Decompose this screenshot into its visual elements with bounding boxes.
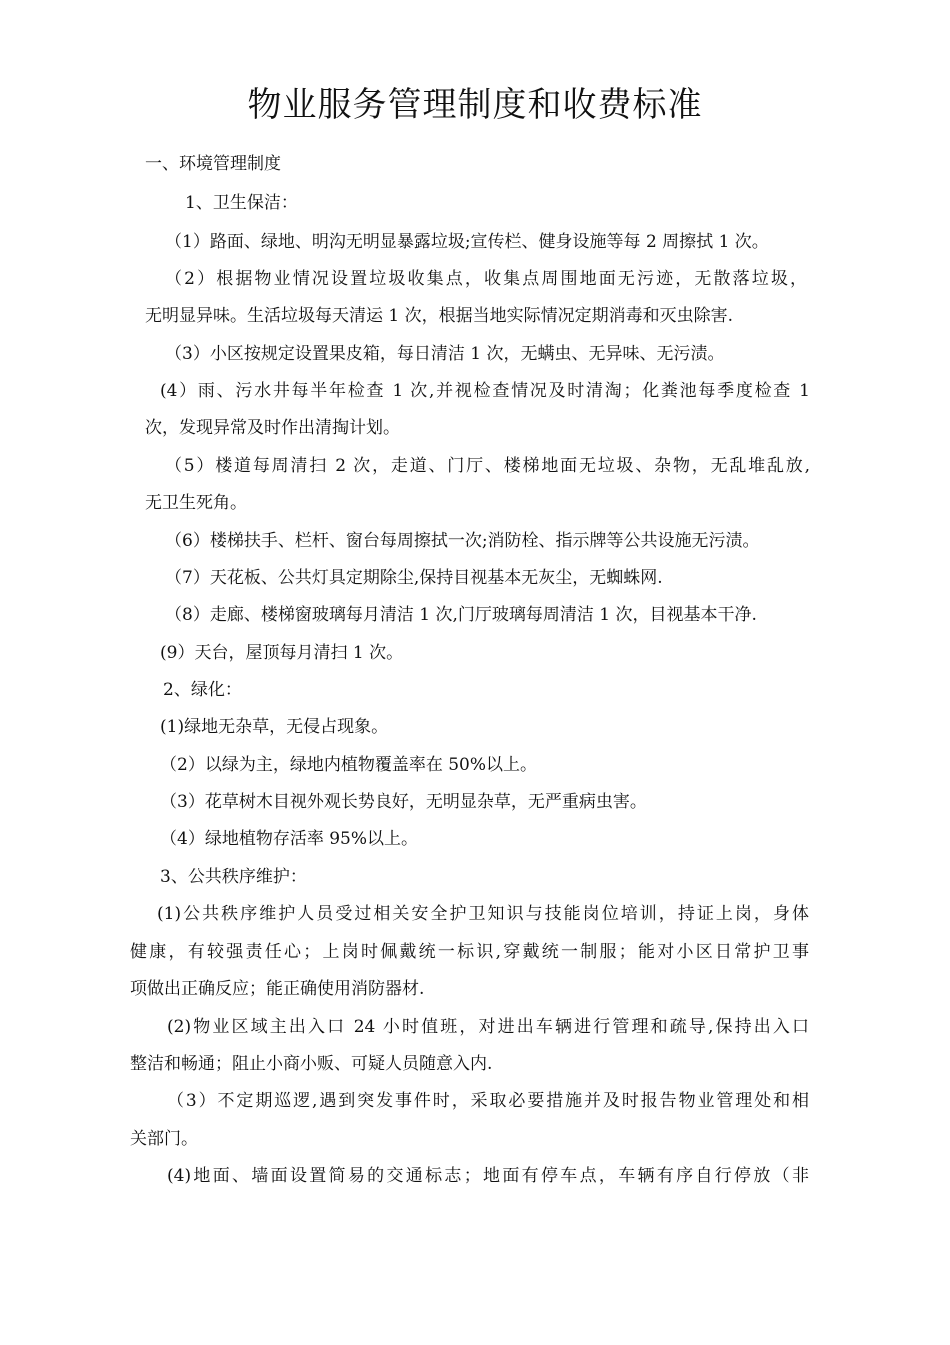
subsection-heading-public-order: 3、公共秩序维护： <box>160 867 307 887</box>
paragraph-line: 健康，有较强责任心；上岗时佩戴统一标识,穿戴统一制服；能对小区日常护卫事 <box>130 942 809 962</box>
paragraph-line: (9）天台，屋顶每月清扫 1 次。 <box>160 643 404 663</box>
paragraph-line: （6）楼梯扶手、栏杆、窗台每周擦拭一次;消防栓、指示牌等公共设施无污渍。 <box>165 531 760 551</box>
subsection-heading-greening: 2、绿化： <box>163 680 242 700</box>
paragraph-line: （3）花草树木目视外观长势良好，无明显杂草，无严重病虫害。 <box>160 792 647 812</box>
paragraph-line: 无卫生死角。 <box>145 493 247 513</box>
paragraph-line: （5）楼道每周清扫 2 次，走道、门厅、楼梯地面无垃圾、杂物，无乱堆乱放, <box>165 456 810 476</box>
paragraph-line: (1)绿地无杂草，无侵占现象。 <box>160 717 389 737</box>
paragraph-line: 项做出正确反应；能正确使用消防器材. <box>130 979 425 999</box>
document-title: 物业服务管理制度和收费标准 <box>247 85 703 125</box>
paragraph-line: （2）以绿为主，绿地内植物覆盖率在 50%以上。 <box>160 755 538 775</box>
paragraph-line: （3）小区按规定设置果皮箱，每日清洁 1 次，无螨虫、无异味、无污渍。 <box>165 344 725 364</box>
subsection-heading-cleaning: 1、卫生保洁： <box>185 193 298 213</box>
paragraph-line: （2）根据物业情况设置垃圾收集点，收集点周围地面无污迹，无散落垃圾， <box>165 269 807 289</box>
paragraph-line: （4）绿地植物存活率 95%以上。 <box>160 829 419 849</box>
paragraph-line: (4）雨、污水井每半年检查 1 次,并视检查情况及时清淘；化粪池每季度检查 1 <box>160 381 810 401</box>
paragraph-line: （8）走廊、楼梯窗玻璃每月清洁 1 次,门厅玻璃每周清洁 1 次，目视基本干净. <box>165 605 757 625</box>
paragraph-line: (1)公共秩序维护人员受过相关安全护卫知识与技能岗位培训，持证上岗，身体 <box>157 904 809 924</box>
paragraph-line: 无明显异味。生活垃圾每天清运 1 次，根据当地实际情况定期消毒和灭虫除害. <box>145 306 734 326</box>
paragraph-line: 整洁和畅通；阻止小商小贩、可疑人员随意入内. <box>130 1054 493 1074</box>
paragraph-line: (4)地面、墙面设置简易的交通标志；地面有停车点，车辆有序自行停放（非 <box>167 1166 809 1186</box>
paragraph-line: （1）路面、绿地、明沟无明显暴露垃圾;宣传栏、健身设施等每 2 周擦拭 1 次。 <box>165 232 769 252</box>
paragraph-line: 关部门。 <box>130 1129 198 1149</box>
paragraph-line: 次，发现异常及时作出清掏计划。 <box>145 418 400 438</box>
paragraph-line: （3）不定期巡逻,遇到突发事件时，采取必要措施并及时报告物业管理处和相 <box>167 1091 809 1111</box>
paragraph-line: （7）天花板、公共灯具定期除尘,保持目视基本无灰尘，无蜘蛛网. <box>165 568 663 588</box>
section-heading-environment: 一、环境管理制度 <box>145 154 281 174</box>
paragraph-line: (2)物业区域主出入口 24 小时值班，对进出车辆进行管理和疏导,保持出入口 <box>167 1017 809 1037</box>
